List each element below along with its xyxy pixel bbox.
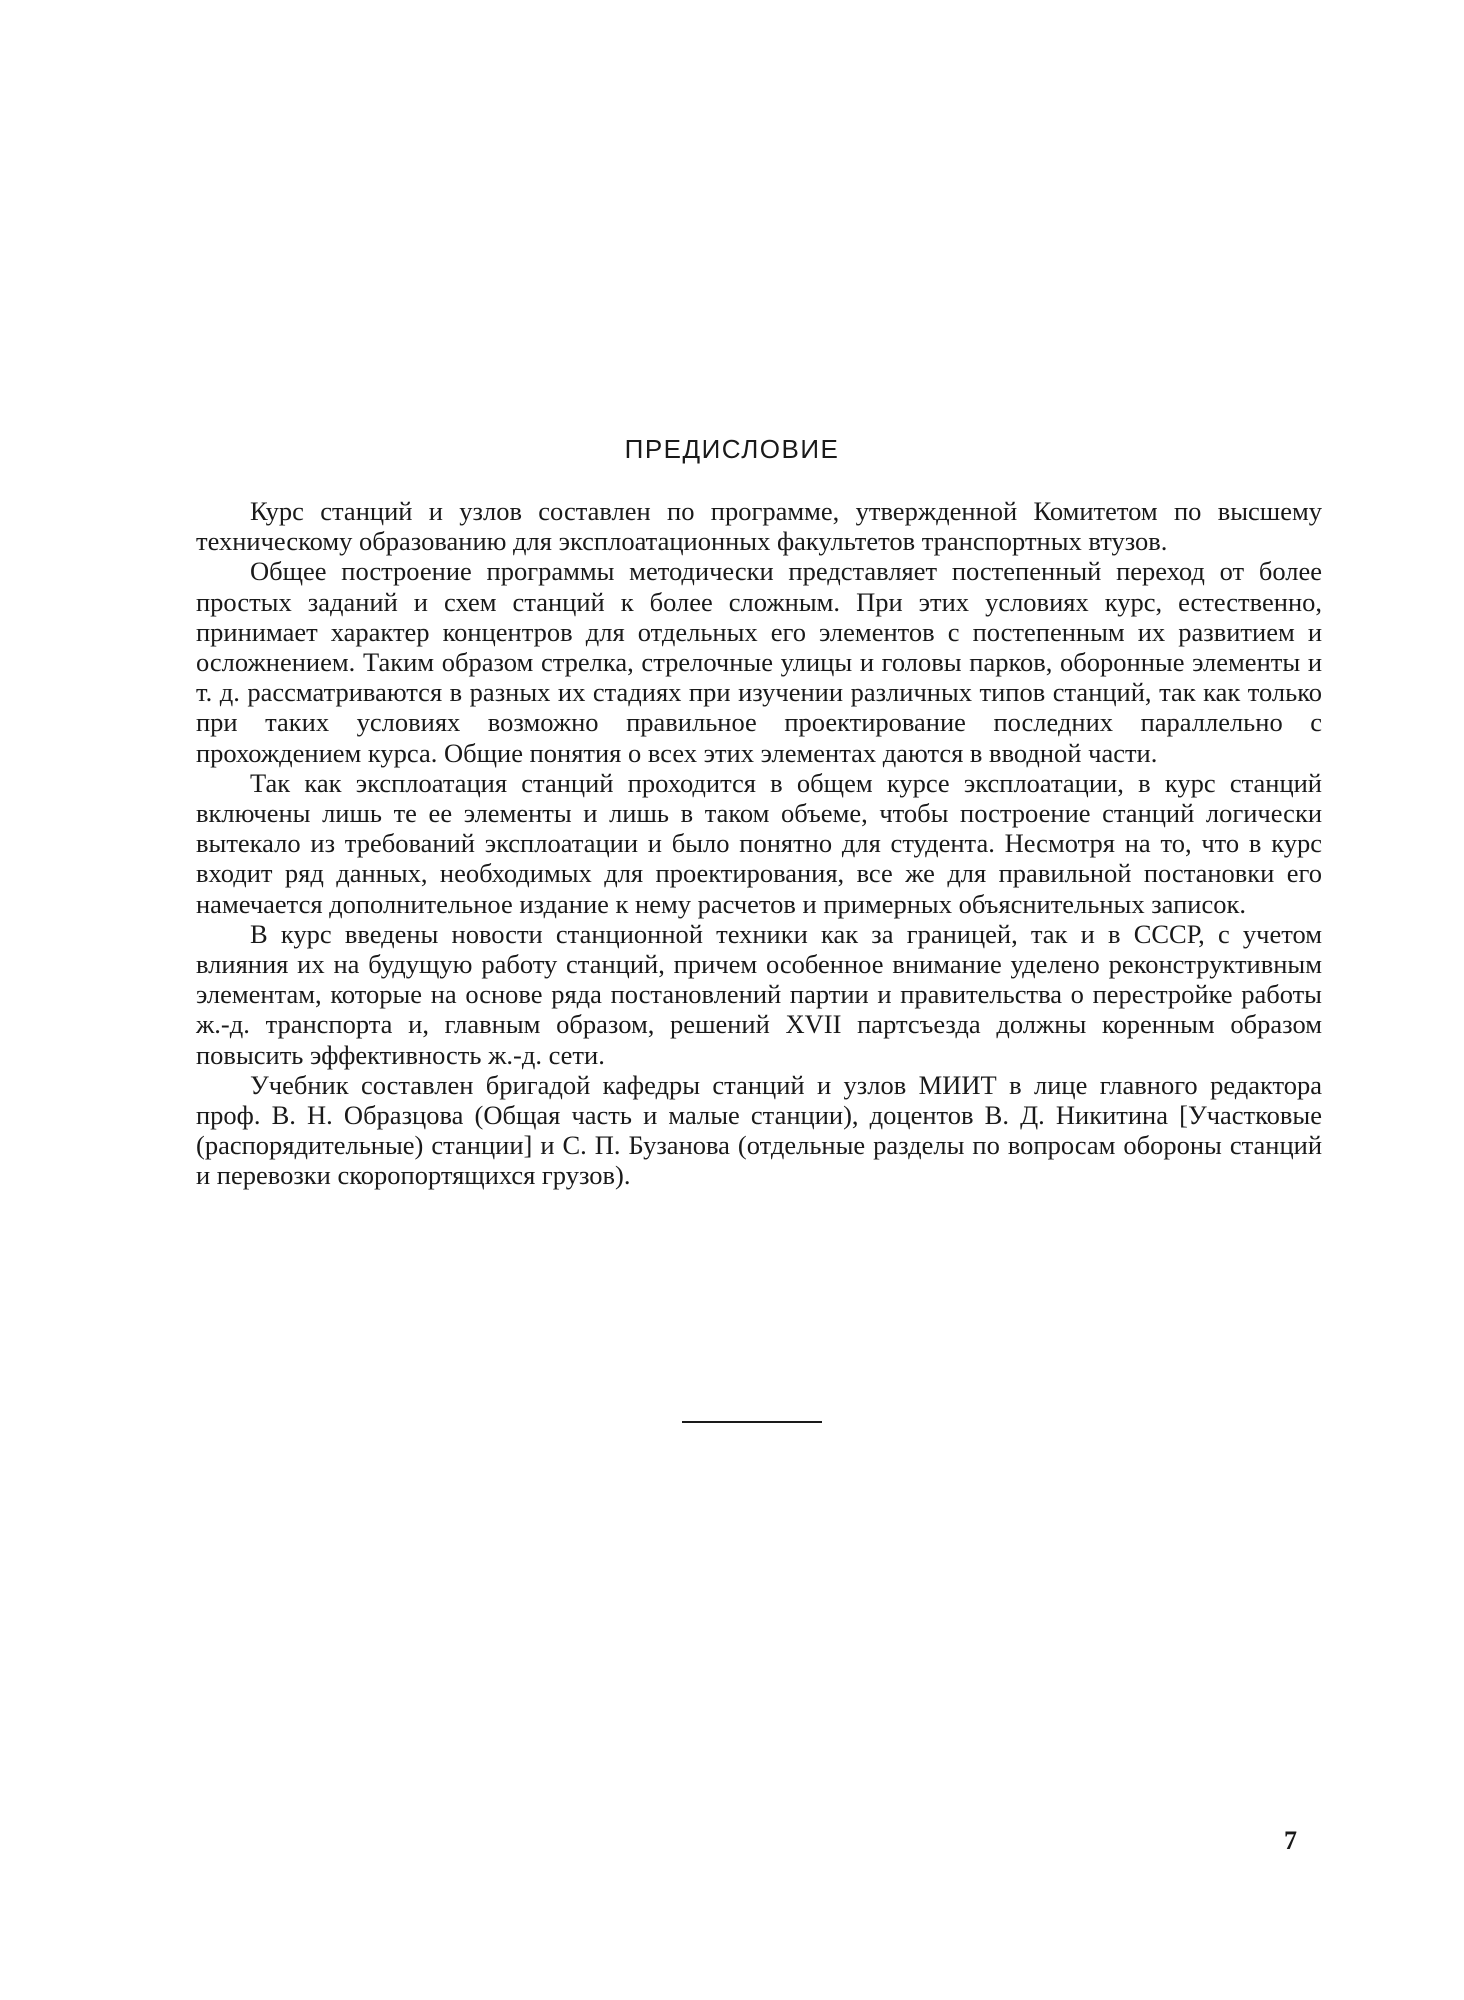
paragraph-4: В курс введены новости станционной техники как за границей, так и в СССР, с учетом влияния их на будущую работу станций, причем особенное внимание уделено реконструктивным элементам, которые на основе ряда постановлений партии и правительства о перестройке работы ж.-д. транспорта и, главным образом, решений XVII партсъезда должны коренным образом повысить эффективность ж.-д. сети. bbox=[196, 918, 1322, 1070]
paragraph-5: Учебник составлен бригадой кафедры станций и узлов МИИТ в лице главного редактора проф. В. Н. Образцова (Общая часть и малые станции), доцентов В. Д. Никитина [Участковые (распорядительные) станции] и С. П. Бузанова (отдельные разделы по вопросам обороны станций и перевозки скоропортящихся грузов). bbox=[196, 1069, 1322, 1191]
page-title: ПРЕДИСЛОВИЕ bbox=[624, 434, 840, 464]
paragraph-1: Курс станций и узлов составлен по программе, утвержденной Комитетом по высшему техническому образованию для эксплоатационных факультетов транспортных втузов. bbox=[196, 496, 1322, 557]
page-number: 7 bbox=[1284, 1826, 1297, 1855]
section-divider bbox=[682, 1421, 822, 1423]
paragraph-2: Общее построение программы методически представляет постепенный переход от более простых заданий и схем станций к более сложным. При этих условиях курс, естественно, принимает характер концентров для отдельных его элементов с постепенным их развитием и осложнением. Таким образом стрелка, стрелочные улицы и головы парков, оборонные элементы и т. д. рассматриваются в разных их стадиях при изучении различных типов станций, так как только при таких условиях возможно правильное проектирование последних параллельно с прохождением курса. Общие понятия о всех этих элементах даются в вводной части. bbox=[196, 556, 1322, 768]
paragraph-3: Так как эксплоатация станций проходится в общем курсе эксплоатации, в курс станций включены лишь те ее элементы и лишь в таком объеме, чтобы построение станций логически вытекало из требований эксплоатации и было понятно для студента. Несмотря на то, что в курс входит ряд данных, необходимых для проектирования, все же для правильной постановки его намечается дополнительное издание к нему расчетов и примерных объяснительных записок. bbox=[196, 767, 1322, 919]
body-text bbox=[196, 496, 1322, 1191]
